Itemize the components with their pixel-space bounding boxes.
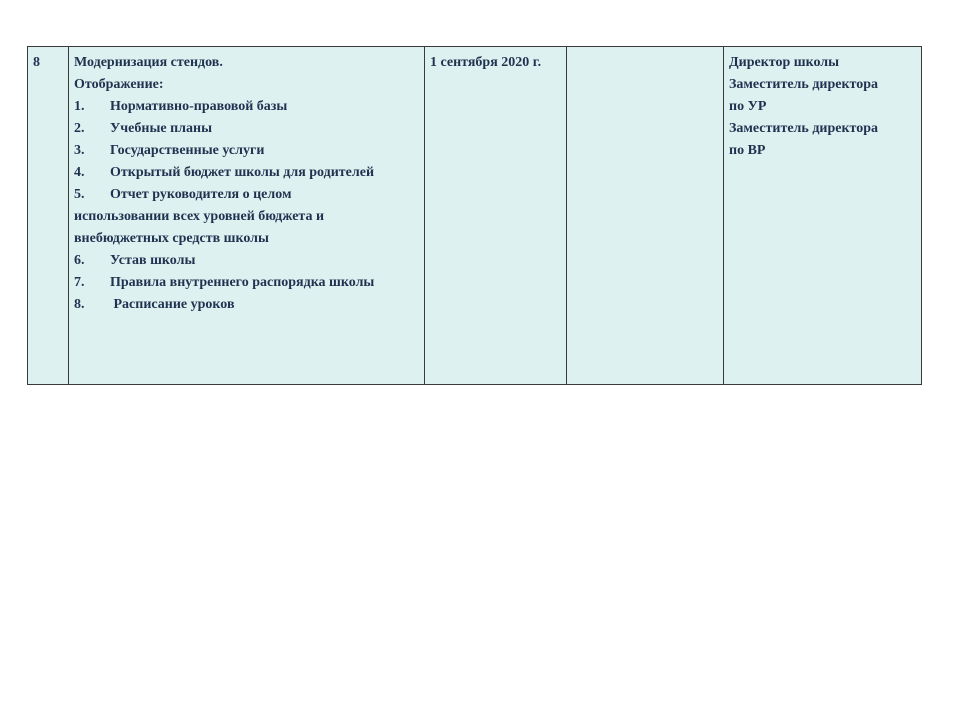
list-item	[74, 184, 419, 206]
responsible-line: Заместитель директора	[729, 121, 879, 136]
list-item-number: 4.	[74, 165, 85, 180]
list-item-text: Учебные планы	[110, 121, 213, 136]
date-cell	[425, 47, 567, 385]
list-item-continuation: использовании всех уровней бюджета и	[74, 209, 325, 224]
list-item	[74, 118, 419, 140]
row-number-cell	[28, 47, 69, 385]
description-subtitle: Отображение:	[74, 77, 164, 92]
list-item-number: 8.	[74, 297, 85, 312]
description-cell	[69, 47, 425, 385]
plan-table	[27, 46, 922, 385]
due-date: 1 сентября 2020 г.	[430, 55, 542, 70]
description-title: Модернизация стендов.	[74, 55, 223, 70]
list-item-number: 5.	[74, 187, 85, 202]
responsible-line: Директор школы	[729, 55, 840, 70]
row-number: 8	[33, 55, 40, 70]
list-item-text: Устав школы	[110, 253, 196, 268]
responsible-line: Заместитель директора	[729, 77, 879, 92]
list-item-number: 1.	[74, 99, 85, 114]
list-item-number: 6.	[74, 253, 85, 268]
extra-cell	[567, 47, 724, 385]
responsible-line: по ВР	[729, 143, 766, 158]
list-item	[74, 140, 419, 162]
list-item-continuation: внебюджетных средств школы	[74, 231, 269, 246]
responsible-cell	[724, 47, 922, 385]
list-item-number: 2.	[74, 121, 85, 136]
list-item	[74, 250, 419, 272]
list-item	[74, 294, 419, 316]
table-row	[28, 47, 922, 385]
list-item-number: 7.	[74, 275, 85, 290]
list-item-text: Правила внутреннего распорядка школы	[110, 275, 375, 290]
list-item	[74, 272, 419, 294]
list-item	[74, 162, 419, 184]
list-item-text: Государственные услуги	[110, 143, 265, 158]
list-item	[74, 96, 419, 118]
list-item-number: 3.	[74, 143, 85, 158]
list-item-text: Нормативно-правовой базы	[110, 99, 288, 114]
list-item-text: Расписание уроков	[110, 297, 235, 312]
list-item-text: Отчет руководителя о целом	[110, 187, 292, 202]
responsible-line: по УР	[729, 99, 767, 114]
list-item-text: Открытый бюджет школы для родителей	[110, 165, 375, 180]
